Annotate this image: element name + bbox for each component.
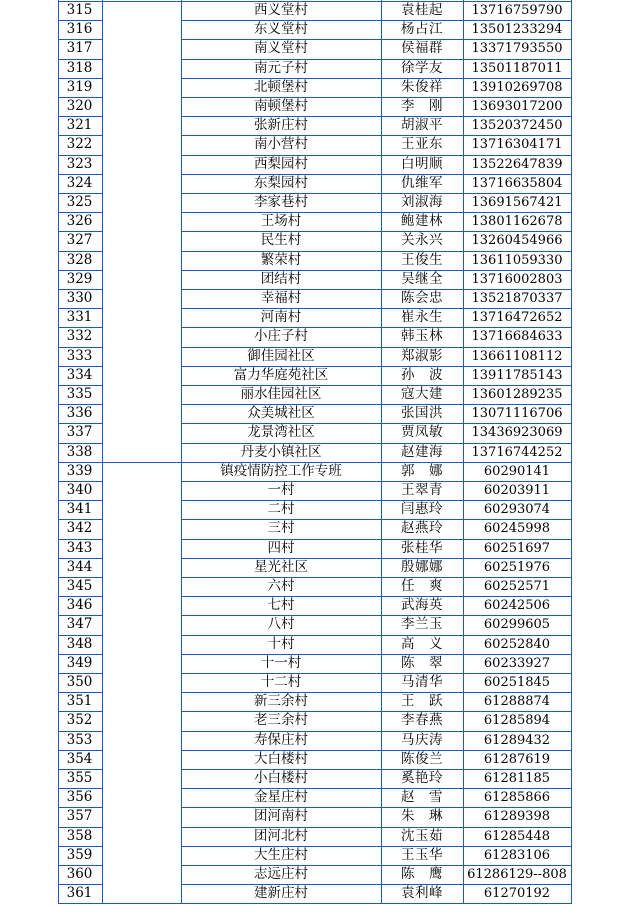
contact-person: 张桂华 — [401, 539, 443, 556]
phone-number: 61285448 — [483, 828, 551, 844]
village-name: 龙景湾社区 — [247, 424, 315, 441]
village-name: 老三余村 — [254, 712, 308, 729]
table-row — [0, 654, 640, 673]
row-number: 342 — [66, 520, 93, 537]
phone-number: 13691567421 — [471, 195, 563, 210]
row-number: 350 — [66, 674, 93, 690]
phone-number: 13801162678 — [471, 214, 563, 230]
village-name: 团河南村 — [254, 808, 308, 825]
contact-person: 陈会忠 — [401, 290, 443, 306]
contact-person: 赵建海 — [401, 443, 443, 460]
phone-number: 13716002803 — [471, 271, 563, 287]
village-name: 东梨园村 — [254, 174, 308, 191]
contact-person: 朱 琳 — [401, 808, 443, 825]
table-row — [0, 347, 640, 366]
row-number: 315 — [66, 2, 93, 18]
contact-person: 郑淑影 — [401, 347, 443, 364]
phone-number: 61285866 — [483, 790, 551, 806]
phone-number: 60242506 — [483, 598, 551, 614]
table-row — [0, 39, 640, 58]
phone-number: 61289398 — [483, 809, 551, 825]
table-row — [0, 731, 640, 750]
row-number: 359 — [66, 846, 93, 863]
village-name: 寿保庄村 — [254, 731, 308, 748]
phone-number: 13436923069 — [471, 425, 563, 441]
table-row — [0, 308, 640, 327]
contact-person: 刘淑海 — [401, 194, 443, 210]
row-number: 321 — [66, 117, 93, 134]
contact-person: 陈俊兰 — [401, 750, 443, 767]
table-row — [0, 827, 640, 846]
row-number: 341 — [66, 501, 93, 518]
table-row — [0, 635, 640, 654]
phone-number: 13716304171 — [471, 137, 563, 153]
phone-number: 13693017200 — [471, 99, 563, 114]
row-number: 344 — [66, 558, 93, 575]
village-name: 河南村 — [260, 309, 302, 326]
row-number: 338 — [66, 443, 93, 460]
village-name: 三村 — [267, 520, 295, 537]
village-name: 民生村 — [260, 232, 302, 249]
contact-person: 陈 翠 — [401, 654, 443, 671]
row-number: 325 — [66, 194, 93, 210]
table-row — [0, 1, 640, 20]
table-row — [0, 443, 640, 462]
village-name: 北顿堡村 — [254, 78, 308, 95]
contact-person: 马庆涛 — [401, 731, 443, 748]
row-number: 355 — [66, 770, 93, 786]
row-number: 352 — [66, 712, 93, 729]
village-name: 镇疫情防控工作专班 — [220, 462, 342, 479]
contact-person: 任 爽 — [401, 578, 443, 594]
table-row — [0, 750, 640, 769]
village-name: 小白楼村 — [254, 770, 308, 786]
grid-line — [181, 903, 571, 904]
table-row — [0, 807, 640, 826]
phone-number: 61289432 — [483, 732, 551, 748]
contact-person: 王亚东 — [401, 136, 443, 153]
phone-number: 13716635804 — [471, 175, 563, 191]
table-row — [0, 711, 640, 730]
row-number: 331 — [66, 309, 93, 326]
village-name: 十二村 — [260, 674, 302, 690]
phone-number: 13071116706 — [471, 406, 563, 422]
row-number: 320 — [66, 98, 93, 114]
contact-person: 袁利峰 — [401, 885, 443, 902]
contact-person: 奚艳玲 — [401, 770, 443, 786]
phone-number: 60245998 — [483, 521, 551, 537]
row-number: 318 — [66, 59, 93, 76]
contact-person: 朱俊祥 — [401, 78, 443, 95]
contact-person: 陈 鹰 — [401, 866, 443, 882]
contact-person: 杨占江 — [401, 21, 443, 38]
row-number: 336 — [66, 405, 93, 422]
row-number: 339 — [66, 462, 93, 479]
phone-number: 60252571 — [483, 579, 551, 594]
row-number: 340 — [66, 482, 93, 498]
row-number: 337 — [66, 424, 93, 441]
contact-person: 张国洪 — [401, 405, 443, 422]
contact-person: 崔永生 — [401, 309, 443, 326]
village-name: 御佳园社区 — [247, 347, 315, 364]
phone-number: 13716759790 — [471, 3, 563, 18]
table-row — [0, 193, 640, 212]
contact-person: 王俊生 — [401, 251, 443, 268]
contact-person: 沈玉茹 — [401, 827, 443, 844]
village-name: 星光社区 — [254, 558, 308, 575]
contact-person: 闫惠玲 — [401, 501, 443, 518]
row-number: 319 — [66, 78, 93, 95]
village-name: 李家巷村 — [254, 194, 308, 210]
contact-person: 徐学友 — [401, 59, 443, 76]
table-row — [0, 673, 640, 692]
village-name: 十一村 — [260, 654, 302, 671]
row-number: 328 — [66, 251, 93, 268]
table-row — [0, 155, 640, 174]
phone-number: 61285894 — [483, 713, 551, 729]
contact-person: 赵 雪 — [401, 789, 443, 806]
table-row — [0, 270, 640, 289]
row-number: 358 — [66, 827, 93, 844]
table-row — [0, 116, 640, 135]
row-number: 360 — [66, 866, 93, 882]
table-row — [0, 884, 640, 903]
phone-number: 60233927 — [483, 655, 551, 671]
phone-number: 13260454966 — [471, 233, 563, 249]
phone-number: 13611059330 — [471, 252, 563, 268]
contact-person: 李兰玉 — [401, 616, 443, 633]
phone-number: 13501233294 — [471, 22, 563, 38]
contact-person: 王 跃 — [401, 693, 443, 710]
phone-number: 13501187011 — [471, 60, 563, 76]
row-number: 345 — [66, 578, 93, 594]
village-name: 二村 — [267, 501, 295, 518]
phone-number: 13716472652 — [471, 310, 563, 326]
village-name: 团河北村 — [254, 827, 308, 844]
table-row — [0, 327, 640, 346]
table-row — [0, 539, 640, 558]
village-name: 幸福村 — [260, 290, 302, 306]
contact-person: 李春燕 — [401, 712, 443, 729]
row-number: 316 — [66, 21, 93, 38]
table-row — [0, 865, 640, 884]
table-row — [0, 423, 640, 442]
village-name: 六村 — [267, 578, 295, 594]
phone-number: 60203911 — [483, 483, 551, 498]
table-row — [0, 251, 640, 270]
table-row — [0, 519, 640, 538]
table-row — [0, 212, 640, 231]
village-name: 新三余村 — [254, 693, 308, 710]
phone-number: 13521870337 — [471, 291, 563, 306]
row-number: 335 — [66, 386, 93, 402]
phone-number: 61270192 — [483, 886, 551, 902]
phone-number: 13371793550 — [471, 41, 563, 57]
table-row — [0, 135, 640, 154]
row-number: 334 — [66, 366, 93, 383]
row-number: 324 — [66, 174, 93, 191]
table-row — [0, 97, 640, 116]
phone-number: 61288874 — [483, 694, 551, 710]
village-name: 南顿堡村 — [254, 98, 308, 114]
row-number: 357 — [66, 808, 93, 825]
village-name: 南元子村 — [254, 59, 308, 76]
grid-line — [58, 903, 102, 904]
phone-number: 13911785143 — [471, 367, 563, 383]
phone-number: 61283106 — [483, 847, 551, 863]
table-row — [0, 769, 640, 788]
village-name: 王场村 — [260, 213, 302, 230]
phone-number: 13910269708 — [471, 79, 563, 95]
table-row — [0, 385, 640, 404]
village-name: 繁荣村 — [260, 251, 302, 268]
contact-person: 王玉华 — [401, 846, 443, 863]
contact-person: 赵燕玲 — [401, 520, 443, 537]
table-row — [0, 596, 640, 615]
contact-person: 贾凤敏 — [401, 424, 443, 441]
row-number: 322 — [66, 136, 93, 153]
contact-person: 殷娜娜 — [401, 558, 443, 575]
village-name: 一村 — [267, 482, 295, 498]
table-row — [0, 615, 640, 634]
phone-number: 60251976 — [483, 559, 551, 575]
table-row — [0, 558, 640, 577]
row-number: 317 — [66, 40, 93, 57]
row-number: 353 — [66, 731, 93, 748]
phone-number: 60299605 — [483, 617, 551, 633]
village-name: 南小营村 — [254, 136, 308, 153]
row-number: 332 — [66, 328, 93, 345]
phone-number: 13716744252 — [471, 444, 563, 460]
table-row — [0, 481, 640, 500]
contact-person: 高 义 — [401, 635, 443, 652]
village-name: 丹麦小镇社区 — [240, 443, 322, 460]
village-name: 四村 — [267, 539, 295, 556]
row-number: 327 — [66, 232, 93, 249]
village-name: 八村 — [267, 616, 295, 633]
contact-person: 侯福群 — [401, 40, 443, 57]
contact-person: 韩玉林 — [401, 328, 443, 345]
phone-number: 61286129--808 — [467, 867, 567, 882]
row-number: 343 — [66, 539, 93, 556]
village-name: 小庄子村 — [254, 328, 308, 345]
village-name: 大生庄村 — [254, 846, 308, 863]
phone-number: 60252840 — [483, 636, 551, 652]
row-number: 356 — [66, 789, 93, 806]
row-number: 351 — [66, 693, 93, 710]
contact-person: 郭 娜 — [401, 462, 443, 479]
contact-person: 武海英 — [401, 597, 443, 614]
contact-person: 胡淑平 — [401, 117, 443, 134]
phone-number: 13716684633 — [471, 329, 563, 345]
table-row — [0, 788, 640, 807]
row-number: 326 — [66, 213, 93, 230]
table-row — [0, 692, 640, 711]
contact-person: 吴继全 — [401, 270, 443, 287]
phone-number: 61287619 — [483, 751, 551, 767]
village-name: 大白楼村 — [254, 750, 308, 767]
row-number: 346 — [66, 597, 93, 614]
phone-number: 13601289235 — [471, 387, 563, 402]
contact-person: 白明顺 — [401, 155, 443, 172]
village-name: 丽水佳园社区 — [240, 386, 322, 402]
row-number: 333 — [66, 347, 93, 364]
village-name: 建新庄村 — [254, 885, 308, 902]
phone-number: 61281185 — [483, 771, 551, 786]
village-name: 十村 — [267, 635, 295, 652]
contact-person: 李 刚 — [401, 98, 443, 114]
phone-number: 13520372450 — [471, 118, 563, 134]
village-name: 志远庄村 — [254, 866, 308, 882]
contact-person: 寇大建 — [401, 386, 443, 402]
table-row — [0, 577, 640, 596]
row-number: 330 — [66, 290, 93, 306]
table-row — [0, 78, 640, 97]
row-number: 354 — [66, 750, 93, 767]
village-name: 西义堂村 — [254, 2, 308, 18]
row-number: 347 — [66, 616, 93, 633]
table-row — [0, 500, 640, 519]
contact-person: 马清华 — [401, 674, 443, 690]
contact-person: 鲍建林 — [401, 213, 443, 230]
row-number: 323 — [66, 155, 93, 172]
table-row — [0, 366, 640, 385]
phone-number: 13661108112 — [471, 348, 563, 364]
row-number: 348 — [66, 635, 93, 652]
table-row — [0, 174, 640, 193]
table-row — [0, 462, 640, 481]
table-row — [0, 20, 640, 39]
village-name: 金星庄村 — [254, 789, 308, 806]
phone-number: 13522647839 — [471, 156, 563, 172]
contact-person: 仇维军 — [401, 174, 443, 191]
table-row — [0, 231, 640, 250]
table-row — [0, 59, 640, 78]
row-number: 329 — [66, 270, 93, 287]
village-name: 七村 — [267, 597, 295, 614]
table-row — [0, 289, 640, 308]
village-name: 西梨园村 — [254, 155, 308, 172]
phone-number: 60290141 — [483, 463, 551, 479]
table-row — [0, 846, 640, 865]
contact-person: 孙 波 — [401, 366, 443, 383]
phone-number: 60293074 — [483, 502, 551, 518]
contact-person: 王翠青 — [401, 482, 443, 498]
village-name: 东义堂村 — [254, 21, 308, 38]
village-name: 团结村 — [260, 270, 302, 287]
grid-line — [102, 903, 181, 904]
contact-person: 关永兴 — [401, 232, 443, 249]
village-name: 张新庄村 — [254, 117, 308, 134]
village-name: 南义堂村 — [254, 40, 308, 57]
phone-number: 60251845 — [483, 675, 551, 690]
table-row — [0, 404, 640, 423]
contact-person: 袁桂起 — [401, 2, 443, 18]
row-number: 361 — [66, 885, 93, 902]
village-name: 众美城社区 — [247, 405, 315, 422]
village-name: 富力华庭苑社区 — [233, 366, 329, 383]
phone-number: 60251697 — [483, 540, 551, 556]
row-number: 349 — [66, 654, 93, 671]
